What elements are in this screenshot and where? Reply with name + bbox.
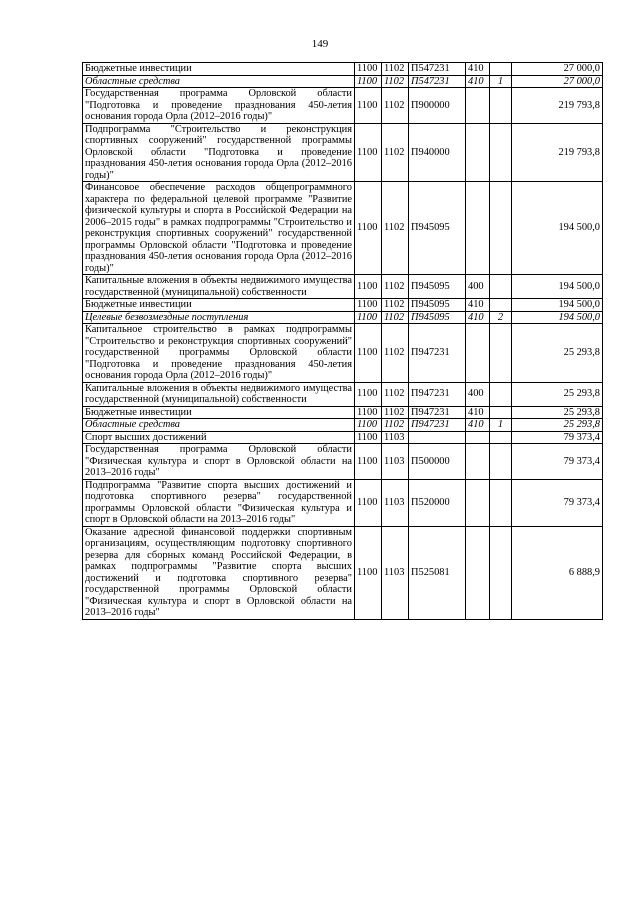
row-subsection-code: 1102 xyxy=(382,382,409,406)
row-expense-type-code xyxy=(466,88,490,124)
row-name: Государственная программа Орловской области "Физическая культура и спорт в Орловской области на 2013–2016 годы" xyxy=(83,444,355,480)
row-name: Целевые безвозмездные поступления xyxy=(83,311,355,324)
row-target-code: П947231 xyxy=(409,382,466,406)
table-row xyxy=(83,406,603,419)
table-row xyxy=(83,382,603,406)
row-amount: 27 000,0 xyxy=(512,63,603,76)
row-expense-type-code xyxy=(466,526,490,619)
row-amount: 79 373,4 xyxy=(512,431,603,444)
row-source-code xyxy=(490,123,512,182)
row-subsection-code: 1102 xyxy=(382,419,409,432)
row-expense-type-code: 410 xyxy=(466,75,490,88)
row-subsection-code: 1103 xyxy=(382,431,409,444)
row-source-code xyxy=(490,63,512,76)
row-amount: 194 500,0 xyxy=(512,311,603,324)
row-amount: 194 500,0 xyxy=(512,275,603,299)
row-source-code xyxy=(490,382,512,406)
row-amount: 25 293,8 xyxy=(512,406,603,419)
row-section-code: 1100 xyxy=(355,123,382,182)
row-subsection-code: 1102 xyxy=(382,324,409,383)
row-section-code: 1100 xyxy=(355,431,382,444)
row-amount: 79 373,4 xyxy=(512,444,603,480)
row-source-code xyxy=(490,431,512,444)
row-subsection-code: 1102 xyxy=(382,63,409,76)
row-target-code: П947231 xyxy=(409,406,466,419)
row-target-code: П547231 xyxy=(409,75,466,88)
row-source-code xyxy=(490,406,512,419)
row-source-code: 2 xyxy=(490,311,512,324)
row-amount: 25 293,8 xyxy=(512,324,603,383)
table-row xyxy=(83,63,603,76)
row-target-code: П947231 xyxy=(409,419,466,432)
row-expense-type-code: 410 xyxy=(466,406,490,419)
table-row xyxy=(83,75,603,88)
row-target-code: П900000 xyxy=(409,88,466,124)
row-amount: 27 000,0 xyxy=(512,75,603,88)
table-row xyxy=(83,444,603,480)
row-amount: 194 500,0 xyxy=(512,299,603,312)
row-section-code: 1100 xyxy=(355,382,382,406)
row-target-code: П947231 xyxy=(409,324,466,383)
row-section-code: 1100 xyxy=(355,479,382,526)
table-row xyxy=(83,88,603,124)
table-row xyxy=(83,299,603,312)
row-section-code: 1100 xyxy=(355,444,382,480)
row-target-code: П547231 xyxy=(409,63,466,76)
row-expense-type-code xyxy=(466,479,490,526)
row-source-code xyxy=(490,299,512,312)
row-subsection-code: 1102 xyxy=(382,182,409,275)
row-source-code xyxy=(490,88,512,124)
table-row xyxy=(83,431,603,444)
row-subsection-code: 1102 xyxy=(382,75,409,88)
row-expense-type-code xyxy=(466,431,490,444)
row-target-code: П940000 xyxy=(409,123,466,182)
row-expense-type-code xyxy=(466,182,490,275)
row-subsection-code: 1102 xyxy=(382,123,409,182)
table-row xyxy=(83,324,603,383)
table-row xyxy=(83,123,603,182)
row-section-code: 1100 xyxy=(355,324,382,383)
row-subsection-code: 1103 xyxy=(382,526,409,619)
row-target-code: П525081 xyxy=(409,526,466,619)
row-target-code xyxy=(409,431,466,444)
budget-table-body xyxy=(83,63,603,620)
row-subsection-code: 1102 xyxy=(382,311,409,324)
row-name: Спорт высших достижений xyxy=(83,431,355,444)
row-name: Капитальные вложения в объекты недвижимого имущества государственной (муниципальной) собственности xyxy=(83,275,355,299)
table-row xyxy=(83,275,603,299)
row-expense-type-code xyxy=(466,123,490,182)
row-subsection-code: 1102 xyxy=(382,299,409,312)
budget-table xyxy=(82,62,603,620)
row-section-code: 1100 xyxy=(355,406,382,419)
row-section-code: 1100 xyxy=(355,419,382,432)
row-name: Финансовое обеспечение расходов общепрограммного характера по федеральной целевой программе "Развитие физической культуры и спорта в Российской Федерации на 2006–2015 годы" в рамках подпрограммы "Строительство и реконструкция спортивных сооружений" государственной программы Орловской области "Подготовка и проведение празднования 450-летия основания города Орла (2012–2016 годы)" xyxy=(83,182,355,275)
table-row xyxy=(83,526,603,619)
row-source-code xyxy=(490,275,512,299)
row-name: Бюджетные инвестиции xyxy=(83,406,355,419)
row-expense-type-code xyxy=(466,444,490,480)
row-section-code: 1100 xyxy=(355,75,382,88)
row-name: Подпрограмма "Строительство и реконструкция спортивных сооружений" государственной программы Орловской области "Подготовка и проведение празднования 450-летия основания города Орла (2012–2016 годы)" xyxy=(83,123,355,182)
row-section-code: 1100 xyxy=(355,526,382,619)
row-expense-type-code: 410 xyxy=(466,63,490,76)
row-target-code: П945095 xyxy=(409,311,466,324)
row-name: Оказание адресной финансовой поддержки спортивным организациям, осуществляющим подготовку спортивного резерва для сборных команд Российской Федерации, в рамках подпрограммы "Развитие спорта высших достижений и подготовка спортивного резерва" государственной программы Орловской области "Физическая культура и спорт в Орловской области на 2013–2016 годы" xyxy=(83,526,355,619)
row-expense-type-code: 400 xyxy=(466,275,490,299)
row-subsection-code: 1102 xyxy=(382,406,409,419)
row-target-code: П500000 xyxy=(409,444,466,480)
row-subsection-code: 1102 xyxy=(382,275,409,299)
row-amount: 6 888,9 xyxy=(512,526,603,619)
row-section-code: 1100 xyxy=(355,299,382,312)
row-source-code xyxy=(490,444,512,480)
row-amount: 194 500,0 xyxy=(512,182,603,275)
table-row xyxy=(83,182,603,275)
row-name: Бюджетные инвестиции xyxy=(83,63,355,76)
row-source-code xyxy=(490,182,512,275)
table-row xyxy=(83,419,603,432)
row-name: Областные средства xyxy=(83,75,355,88)
row-source-code: 1 xyxy=(490,419,512,432)
row-amount: 25 293,8 xyxy=(512,382,603,406)
row-expense-type-code: 410 xyxy=(466,299,490,312)
row-section-code: 1100 xyxy=(355,311,382,324)
row-source-code xyxy=(490,479,512,526)
row-subsection-code: 1102 xyxy=(382,88,409,124)
row-subsection-code: 1103 xyxy=(382,479,409,526)
row-amount: 219 793,8 xyxy=(512,88,603,124)
row-amount: 219 793,8 xyxy=(512,123,603,182)
page-number: 149 xyxy=(311,38,329,50)
row-expense-type-code: 410 xyxy=(466,311,490,324)
row-name: Капитальное строительство в рамках подпрограммы "Строительство и реконструкция спортивных сооружений" государственной программы Орловской области "Подготовка и проведение празднования 450-летия основания города Орла (2012–2016 годы)" xyxy=(83,324,355,383)
row-source-code xyxy=(490,526,512,619)
row-expense-type-code: 400 xyxy=(466,382,490,406)
row-target-code: П945095 xyxy=(409,275,466,299)
row-name: Областные средства xyxy=(83,419,355,432)
row-section-code: 1100 xyxy=(355,88,382,124)
row-target-code: П520000 xyxy=(409,479,466,526)
row-name: Подпрограмма "Развитие спорта высших достижений и подготовка спортивного резерва" государственной программы Орловской области "Физическая культура и спорт в Орловской области на 2013–2016 годы" xyxy=(83,479,355,526)
row-name: Государственная программа Орловской области "Подготовка и проведение празднования 450-летия основания города Орла (2012–2016 годы)" xyxy=(83,88,355,124)
row-amount: 25 293,8 xyxy=(512,419,603,432)
row-subsection-code: 1103 xyxy=(382,444,409,480)
row-target-code: П945095 xyxy=(409,299,466,312)
row-name: Капитальные вложения в объекты недвижимого имущества государственной (муниципальной) собственности xyxy=(83,382,355,406)
row-section-code: 1100 xyxy=(355,63,382,76)
row-source-code xyxy=(490,324,512,383)
row-expense-type-code xyxy=(466,324,490,383)
row-source-code: 1 xyxy=(490,75,512,88)
table-row xyxy=(83,311,603,324)
table-row xyxy=(83,479,603,526)
row-section-code: 1100 xyxy=(355,275,382,299)
row-name: Бюджетные инвестиции xyxy=(83,299,355,312)
row-target-code: П945095 xyxy=(409,182,466,275)
row-amount: 79 373,4 xyxy=(512,479,603,526)
row-expense-type-code: 410 xyxy=(466,419,490,432)
row-section-code: 1100 xyxy=(355,182,382,275)
